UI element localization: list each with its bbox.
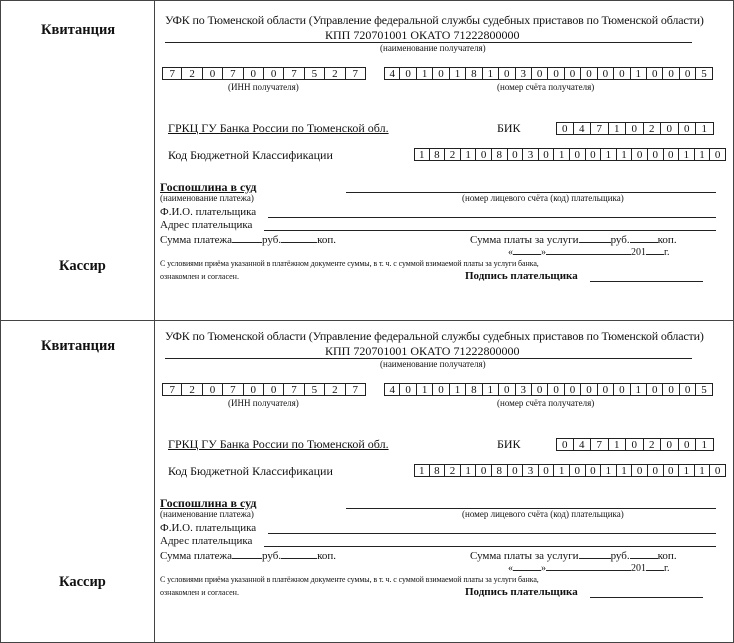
- digit-cell: 1: [450, 383, 466, 396]
- fio-field[interactable]: [268, 533, 716, 534]
- digit-cell: 0: [570, 148, 586, 161]
- receipt-top: [0, 0, 734, 320]
- digit-cell: 0: [710, 148, 726, 161]
- account-caption: (номер счёта получателя): [497, 398, 595, 408]
- date-close-quote: »: [541, 563, 546, 574]
- service-sum-label: Сумма платы за услуги: [470, 550, 579, 562]
- digit-cell: 5: [305, 383, 325, 396]
- bank-name: ГРКЦ ГУ Банка России по Тюменской обл.: [168, 121, 389, 135]
- payment-name-caption: (наименование платежа): [160, 509, 254, 519]
- payee-caption: (наименование получателя): [380, 43, 486, 53]
- kvitanciya-label: Квитанция: [41, 338, 116, 354]
- date-year: 201: [631, 247, 646, 258]
- sum-label: Сумма платежа: [160, 234, 233, 246]
- digit-cell: 1: [450, 67, 466, 80]
- kassir-label: Кассир: [59, 574, 106, 590]
- digit-cell: 1: [601, 148, 617, 161]
- digit-cell: 0: [598, 383, 614, 396]
- digit-cell: 0: [570, 464, 586, 477]
- service-rub-label: руб.: [610, 234, 630, 246]
- digit-cell: 0: [581, 383, 597, 396]
- digit-cell: 1: [696, 122, 714, 135]
- agreement-text: С условиями приёма указанной в платёжном документе суммы, в т. ч. с суммой взимаемой платы за услуги банка,: [160, 259, 539, 268]
- sum-kop-field[interactable]: [281, 233, 317, 243]
- digit-cell: 0: [661, 122, 679, 135]
- address-label: Адрес плательщика: [160, 219, 253, 231]
- digit-cell: 0: [244, 67, 264, 80]
- digit-cell: 0: [680, 383, 696, 396]
- digit-cell: 0: [679, 438, 697, 451]
- service-rub-label: руб.: [610, 550, 630, 562]
- digit-cell: 0: [565, 67, 581, 80]
- digit-cell: 1: [483, 383, 499, 396]
- digit-cell: 1: [695, 464, 711, 477]
- digit-cell: 1: [414, 464, 430, 477]
- digit-cell: 0: [648, 148, 664, 161]
- digit-cell: 0: [476, 464, 492, 477]
- digit-cell: 8: [430, 148, 446, 161]
- address-label: Адрес плательщика: [160, 535, 253, 547]
- payee-kpp-okato: КПП 720701001 ОКАТО 71222800000: [325, 344, 520, 358]
- digit-cell: 0: [433, 383, 449, 396]
- digit-cell: 2: [445, 148, 461, 161]
- digit-cell: 0: [499, 67, 515, 80]
- digit-cell: 0: [632, 148, 648, 161]
- fio-field[interactable]: [268, 217, 716, 218]
- digit-cell: 3: [523, 464, 539, 477]
- payment-name-caption: (наименование платежа): [160, 193, 254, 203]
- digit-cell: 0: [581, 67, 597, 80]
- sum-kop-label: коп.: [317, 234, 337, 246]
- digit-cell: 0: [626, 122, 644, 135]
- digit-cell: 0: [400, 67, 416, 80]
- digit-cell: 0: [244, 383, 264, 396]
- bik-boxes: [556, 122, 714, 135]
- kassir-label: Кассир: [59, 258, 106, 274]
- digit-cell: 0: [680, 67, 696, 80]
- receipt-bottom: [0, 316, 734, 636]
- digit-cell: 2: [182, 67, 202, 80]
- digit-cell: 1: [617, 464, 633, 477]
- digit-cell: 7: [591, 122, 609, 135]
- digit-cell: 2: [644, 122, 662, 135]
- date-open-quote: «: [508, 247, 513, 258]
- digit-cell: 0: [647, 383, 663, 396]
- digit-cell: 7: [591, 438, 609, 451]
- signature-field[interactable]: [590, 281, 703, 282]
- digit-cell: 0: [548, 383, 564, 396]
- date-day-field[interactable]: [513, 245, 541, 255]
- digit-cell: 0: [556, 122, 574, 135]
- agreement-text-2: ознакомлен и согласен.: [160, 588, 239, 597]
- fio-label: Ф.И.О. плательщика: [160, 522, 257, 534]
- digit-cell: 8: [466, 383, 482, 396]
- digit-cell: 4: [574, 122, 592, 135]
- date-year-field[interactable]: [646, 561, 664, 571]
- sum-kop-label: коп.: [317, 550, 337, 562]
- digit-cell: 1: [679, 464, 695, 477]
- digit-cell: 1: [679, 148, 695, 161]
- date-open-quote: «: [508, 563, 513, 574]
- digit-cell: 4: [384, 67, 400, 80]
- address-field[interactable]: [264, 546, 716, 547]
- digit-cell: 0: [663, 67, 679, 80]
- date-row: [508, 561, 669, 574]
- digit-cell: 0: [626, 438, 644, 451]
- date-month-field[interactable]: [546, 561, 631, 571]
- digit-cell: 1: [483, 67, 499, 80]
- digit-cell: 0: [203, 383, 223, 396]
- inn-boxes: [162, 67, 366, 80]
- digit-cell: 5: [696, 383, 712, 396]
- sum-rub-label: руб.: [262, 234, 282, 246]
- digit-cell: 8: [492, 464, 508, 477]
- bik-label: БИК: [497, 121, 521, 135]
- payment-name: Госпошлина в суд: [160, 180, 257, 194]
- digit-cell: 0: [508, 148, 524, 161]
- digit-cell: 0: [565, 383, 581, 396]
- fio-label: Ф.И.О. плательщика: [160, 206, 257, 218]
- digit-cell: 0: [664, 148, 680, 161]
- digit-cell: 7: [346, 383, 366, 396]
- payee-name: УФК по Тюменской области (Управление федеральной службы судебных приставов по Тюменской области): [165, 329, 704, 343]
- digit-cell: 0: [614, 67, 630, 80]
- digit-cell: 1: [601, 464, 617, 477]
- signature-label: Подпись плательщика: [465, 586, 578, 598]
- bik-label: БИК: [497, 437, 521, 451]
- service-sum-label: Сумма платы за услуги: [470, 234, 579, 246]
- bik-boxes: [556, 438, 714, 451]
- payee-kpp-okato: КПП 720701001 ОКАТО 71222800000: [325, 28, 520, 42]
- bank-name: ГРКЦ ГУ Банка России по Тюменской обл.: [168, 437, 389, 451]
- kvitanciya-label: Квитанция: [41, 22, 116, 38]
- digit-cell: 0: [433, 67, 449, 80]
- digit-cell: 0: [663, 383, 679, 396]
- payment-name: Госпошлина в суд: [160, 496, 257, 510]
- kbk-boxes: [414, 464, 726, 477]
- digit-cell: 0: [614, 383, 630, 396]
- digit-cell: 1: [631, 383, 647, 396]
- sum-label: Сумма платежа: [160, 550, 233, 562]
- account-boxes: [384, 383, 713, 396]
- digit-cell: 0: [264, 383, 284, 396]
- digit-cell: 0: [664, 464, 680, 477]
- digit-cell: 0: [264, 67, 284, 80]
- digit-cell: 0: [532, 67, 548, 80]
- account-num-caption: (номер лицевого счёта (код) плательщика): [462, 193, 624, 203]
- sum-kop-field[interactable]: [281, 549, 317, 559]
- inn-caption: (ИНН получателя): [228, 82, 299, 92]
- digit-cell: 2: [325, 383, 345, 396]
- signature-field[interactable]: [590, 597, 703, 598]
- date-year-suffix: г.: [664, 563, 670, 574]
- digit-cell: 1: [695, 148, 711, 161]
- digit-cell: 0: [586, 148, 602, 161]
- sum-rub-field[interactable]: [232, 549, 262, 559]
- digit-cell: 0: [203, 67, 223, 80]
- digit-cell: 1: [696, 438, 714, 451]
- sum-row: [160, 549, 336, 562]
- digit-cell: 1: [417, 67, 433, 80]
- signature-label: Подпись плательщика: [465, 270, 578, 282]
- digit-cell: 0: [539, 464, 555, 477]
- digit-cell: 0: [647, 67, 663, 80]
- digit-cell: 1: [414, 148, 430, 161]
- digit-cell: 8: [430, 464, 446, 477]
- digit-cell: 4: [384, 383, 400, 396]
- digit-cell: 3: [516, 383, 532, 396]
- service-kop-label: коп.: [657, 234, 677, 246]
- digit-cell: 7: [162, 67, 182, 80]
- kbk-label: Код Бюджетной Классификации: [168, 464, 333, 478]
- service-kop-field[interactable]: [630, 233, 658, 243]
- account-num-caption: (номер лицевого счёта (код) плательщика): [462, 509, 624, 519]
- date-year: 201: [631, 563, 646, 574]
- service-rub-field[interactable]: [579, 233, 611, 243]
- agreement-text-2: ознакомлен и согласен.: [160, 272, 239, 281]
- digit-cell: 0: [586, 464, 602, 477]
- digit-cell: 0: [548, 67, 564, 80]
- digit-cell: 1: [609, 438, 627, 451]
- digit-cell: 0: [532, 383, 548, 396]
- digit-cell: 7: [284, 383, 304, 396]
- inn-caption: (ИНН получателя): [228, 398, 299, 408]
- digit-cell: 0: [400, 383, 416, 396]
- digit-cell: 1: [617, 148, 633, 161]
- date-row: [508, 245, 669, 258]
- kbk-label: Код Бюджетной Классификации: [168, 148, 333, 162]
- digit-cell: 1: [461, 148, 477, 161]
- inn-boxes: [162, 383, 366, 396]
- digit-cell: 7: [284, 67, 304, 80]
- kbk-boxes: [414, 148, 726, 161]
- digit-cell: 7: [223, 67, 243, 80]
- digit-cell: 0: [539, 148, 555, 161]
- digit-cell: 0: [679, 122, 697, 135]
- digit-cell: 2: [644, 438, 662, 451]
- service-rub-field[interactable]: [579, 549, 611, 559]
- digit-cell: 0: [648, 464, 664, 477]
- date-month-field[interactable]: [546, 245, 631, 255]
- digit-cell: 3: [516, 67, 532, 80]
- service-kop-label: коп.: [657, 550, 677, 562]
- sum-row: [160, 233, 336, 246]
- address-field[interactable]: [264, 230, 716, 231]
- account-caption: (номер счёта получателя): [497, 82, 595, 92]
- digit-cell: 0: [499, 383, 515, 396]
- date-year-field[interactable]: [646, 245, 664, 255]
- service-kop-field[interactable]: [630, 549, 658, 559]
- date-day-field[interactable]: [513, 561, 541, 571]
- digit-cell: 1: [554, 148, 570, 161]
- digit-cell: 0: [556, 438, 574, 451]
- digit-cell: 2: [325, 67, 345, 80]
- digit-cell: 0: [710, 464, 726, 477]
- payee-name: УФК по Тюменской области (Управление федеральной службы судебных приставов по Тюменской области): [165, 13, 704, 27]
- digit-cell: 0: [598, 67, 614, 80]
- digit-cell: 7: [346, 67, 366, 80]
- digit-cell: 7: [162, 383, 182, 396]
- digit-cell: 1: [631, 67, 647, 80]
- digit-cell: 0: [476, 148, 492, 161]
- digit-cell: 2: [445, 464, 461, 477]
- digit-cell: 1: [609, 122, 627, 135]
- digit-cell: 5: [696, 67, 712, 80]
- digit-cell: 1: [554, 464, 570, 477]
- digit-cell: 1: [417, 383, 433, 396]
- date-year-suffix: г.: [664, 247, 670, 258]
- digit-cell: 8: [466, 67, 482, 80]
- digit-cell: 7: [223, 383, 243, 396]
- date-close-quote: »: [541, 247, 546, 258]
- digit-cell: 5: [305, 67, 325, 80]
- digit-cell: 3: [523, 148, 539, 161]
- sum-rub-label: руб.: [262, 550, 282, 562]
- digit-cell: 4: [574, 438, 592, 451]
- agreement-text: С условиями приёма указанной в платёжном документе суммы, в т. ч. с суммой взимаемой платы за услуги банка,: [160, 575, 539, 584]
- payee-caption: (наименование получателя): [380, 359, 486, 369]
- digit-cell: 0: [632, 464, 648, 477]
- digit-cell: 0: [508, 464, 524, 477]
- account-boxes: [384, 67, 713, 80]
- digit-cell: 0: [661, 438, 679, 451]
- digit-cell: 2: [182, 383, 202, 396]
- digit-cell: 1: [461, 464, 477, 477]
- digit-cell: 8: [492, 148, 508, 161]
- sum-rub-field[interactable]: [232, 233, 262, 243]
